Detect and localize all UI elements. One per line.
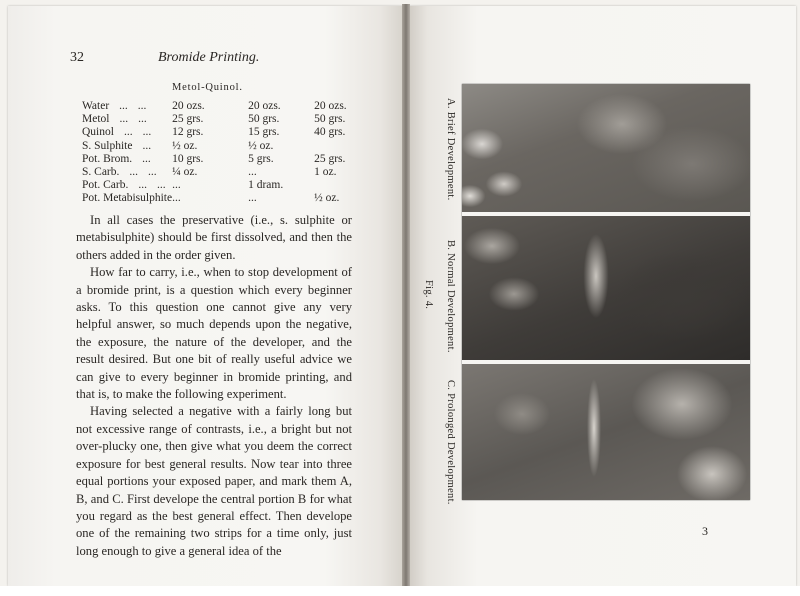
caption-c: C. Prolonged Development. bbox=[445, 380, 456, 505]
quantity-cell: 25 grs. bbox=[314, 152, 346, 165]
quantity-cell: 10 grs. bbox=[172, 152, 204, 165]
leader-dots: ... bbox=[142, 139, 152, 152]
leader-dots: ... bbox=[119, 100, 128, 112]
formula-row bbox=[82, 179, 370, 192]
quantity-cell: ½ oz. bbox=[314, 192, 340, 205]
quantity-cell: 1 dram. bbox=[248, 179, 284, 192]
formula-row bbox=[82, 100, 370, 113]
ingredient-name: Pot. Metabisulphite bbox=[82, 192, 173, 205]
left-page-number: 32 bbox=[70, 50, 84, 65]
strip-c-photo bbox=[462, 364, 750, 500]
leader-dots: ... bbox=[123, 126, 133, 139]
leader-dots: ... bbox=[129, 166, 138, 179]
leader-dots: ... bbox=[156, 179, 166, 192]
figure-label: Fig. 4. bbox=[423, 280, 434, 310]
ingredient-name: Metol bbox=[82, 113, 110, 126]
right-page-number: 3 bbox=[702, 524, 708, 538]
ingredient-name: S. Sulphite bbox=[82, 139, 133, 152]
development-figure bbox=[462, 84, 750, 500]
strip-b-photo bbox=[462, 216, 750, 360]
formula-table bbox=[82, 100, 370, 206]
formula-row bbox=[82, 140, 370, 153]
quantity-cell: 1 oz. bbox=[314, 166, 337, 179]
quantity-cell: 12 grs. bbox=[172, 126, 204, 139]
quantity-cell bbox=[314, 179, 370, 192]
formula-row bbox=[82, 192, 370, 205]
quantity-cell: ... bbox=[248, 192, 257, 205]
quantity-cell: 50 grs. bbox=[248, 113, 280, 126]
paragraph-preservative: In all cases the preservative (i.e., s. sulphite or metabisulphite) should be first dissolved, and then the others added in the order given. bbox=[76, 213, 352, 262]
page-bottom-margin bbox=[0, 586, 800, 596]
book-gutter bbox=[402, 4, 410, 588]
quantity-cell: 25 grs. bbox=[172, 113, 204, 126]
formula-row bbox=[82, 113, 370, 126]
caption-a: A. Brief Development. bbox=[445, 98, 456, 201]
leader-dots: ... bbox=[137, 100, 147, 112]
quantity-cell: 50 grs. bbox=[314, 113, 346, 126]
ingredient-name: Quinol bbox=[82, 126, 114, 139]
paragraph-development: How far to carry, i.e., when to stop development of a bromide print, is a question which every beginner asks. To this question one cannot give any very helpful answer, so much depends upon the negative, the exposure, the nature of the developer, and the result desired. But one bit of really useful advice we can give to every beginner in bromide printing, and that is, to make the following experiment. bbox=[76, 265, 352, 402]
quantity-cell: ½ oz. bbox=[172, 139, 198, 152]
caption-b: B. Normal Development. bbox=[445, 240, 456, 353]
quantity-cell bbox=[314, 140, 370, 153]
quantity-cell: 40 grs. bbox=[314, 126, 346, 139]
formula-row bbox=[82, 126, 370, 139]
ingredient-name: Pot. Brom. bbox=[82, 152, 133, 165]
quantity-cell: 20 ozs. bbox=[248, 100, 281, 112]
leader-dots: ... bbox=[138, 179, 147, 192]
formula-row bbox=[82, 153, 370, 166]
strip-a-photo bbox=[462, 84, 750, 212]
leader-dots: ... bbox=[142, 126, 152, 139]
ingredient-name: Pot. Carb. bbox=[82, 179, 129, 192]
leader-dots: ... bbox=[138, 113, 147, 126]
ingredient-name: Water bbox=[82, 100, 110, 112]
body-text bbox=[76, 212, 352, 560]
leader-dots: ... bbox=[119, 113, 129, 126]
quantity-cell: ½ oz. bbox=[248, 139, 274, 152]
formula-row bbox=[82, 166, 370, 179]
quantity-cell: 20 ozs. bbox=[314, 100, 347, 112]
quantity-cell: 20 ozs. bbox=[172, 100, 205, 112]
ingredient-name: S. Carb. bbox=[82, 166, 120, 179]
leader-dots: ... bbox=[148, 166, 157, 179]
quantity-cell: ¼ oz. bbox=[172, 166, 198, 179]
paragraph-experiment: Having selected a negative with a fairly long but not excessive range of contrasts, i.e., a bright but not over-plucky one, then give what you deem the correct exposure for best general results. Now tear into three equal portions your exposed paper, and mark them A, B, and C. First develope the central portion B for what you regard as the best general effect. Then develope one of the remaining two strips for a time only, just long enough to give a general idea of the bbox=[76, 404, 352, 558]
quantity-cell: 15 grs. bbox=[248, 126, 280, 139]
quantity-cell: ... bbox=[172, 179, 181, 192]
running-head: Bromide Printing. bbox=[158, 50, 260, 65]
quantity-cell: ... bbox=[172, 192, 181, 205]
leader-dots: ... bbox=[142, 152, 151, 165]
quantity-cell: 5 grs. bbox=[248, 152, 274, 165]
formula-table-title: Metol-Quinol. bbox=[172, 82, 243, 93]
quantity-cell: ... bbox=[248, 166, 257, 179]
